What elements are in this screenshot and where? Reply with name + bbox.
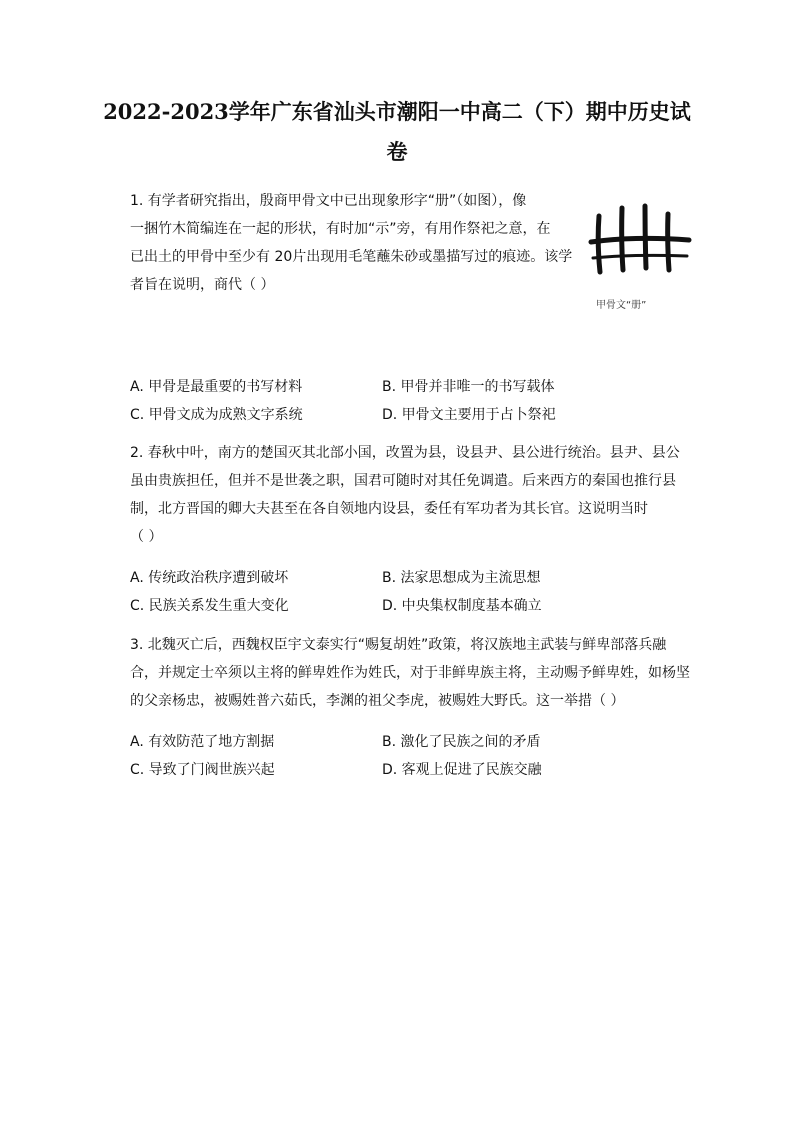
question-1-line-4: 者旨在说明，商代（ ）	[130, 277, 275, 293]
exam-title	[100, 92, 694, 172]
question-3-line-3: 的父亲杨忠，被赐姓普六茹氏，李渊的祖父李虎，被赐姓大野氏。这一举措（ ）	[130, 693, 625, 709]
question-2-line-2: 虽由贵族担任，但并不是世袭之职，国君可随时对其任免调遣。后来西方的秦国也推行县	[130, 473, 676, 489]
question-2-option-b[interactable]: B. 法家思想成为主流思想	[382, 570, 541, 586]
question-1-line-3: 已出土的甲骨中至少有 20片出现用毛笔蘸朱砂或墨描写过的痕迹。该学	[130, 249, 573, 265]
question-1-option-a[interactable]: A. 甲骨是最重要的书写材料	[130, 379, 303, 395]
question-2-line-1: 2. 春秋中叶，南方的楚国灭其北部小国，改置为县，设县尹、县公进行统治。县尹、县公	[130, 445, 680, 461]
question-3-option-d[interactable]: D. 客观上促进了民族交融	[382, 762, 542, 778]
question-2-line-3: 制，北方晋国的卿大夫甚至在各自领地内设县，委任有军功者为其长官。这说明当时	[130, 501, 648, 517]
oracle-bone-ce-figure	[585, 198, 695, 278]
question-3-option-c[interactable]: C. 导致了门阀世族兴起	[130, 762, 275, 778]
question-2-line-4: （ ）	[130, 529, 163, 545]
exam-title-line-2: 卷	[386, 139, 408, 164]
exam-title-line-1: 2022-2023学年广东省汕头市潮阳一中高二（下）期中历史试	[103, 99, 691, 124]
question-1-line-2: 一捆竹木简编连在一起的形状，有时加“示”旁，有用作祭祀之意，在	[130, 221, 551, 237]
question-2-option-a[interactable]: A. 传统政治秩序遭到破坏	[130, 570, 289, 586]
question-3-option-a[interactable]: A. 有效防范了地方割据	[130, 734, 275, 750]
question-3-option-b[interactable]: B. 激化了民族之间的矛盾	[382, 734, 541, 750]
question-2-option-c[interactable]: C. 民族关系发生重大变化	[130, 598, 289, 614]
question-1-option-b[interactable]: B. 甲骨并非唯一的书写载体	[382, 379, 555, 395]
question-3-line-1: 3. 北魏灭亡后，西魏权臣宇文泰实行“赐复胡姓”政策，将汉族地主武装与鲜卑部落兵融	[130, 637, 667, 653]
question-1-option-c[interactable]: C. 甲骨文成为成熟文字系统	[130, 407, 303, 423]
question-1-option-d[interactable]: D. 甲骨文主要用于占卜祭祀	[382, 407, 556, 423]
question-2-option-d[interactable]: D. 中央集权制度基本确立	[382, 598, 542, 614]
question-1-line-1: 1. 有学者研究指出，殷商甲骨文中已出现象形字“册”（如图），像	[130, 193, 527, 209]
question-3-line-2: 合，并规定士卒须以主将的鲜卑姓作为姓氏，对于非鲜卑族主将，主动赐予鲜卑姓，如杨坚	[130, 665, 690, 681]
figure-caption: 甲骨文“册”	[596, 300, 647, 311]
